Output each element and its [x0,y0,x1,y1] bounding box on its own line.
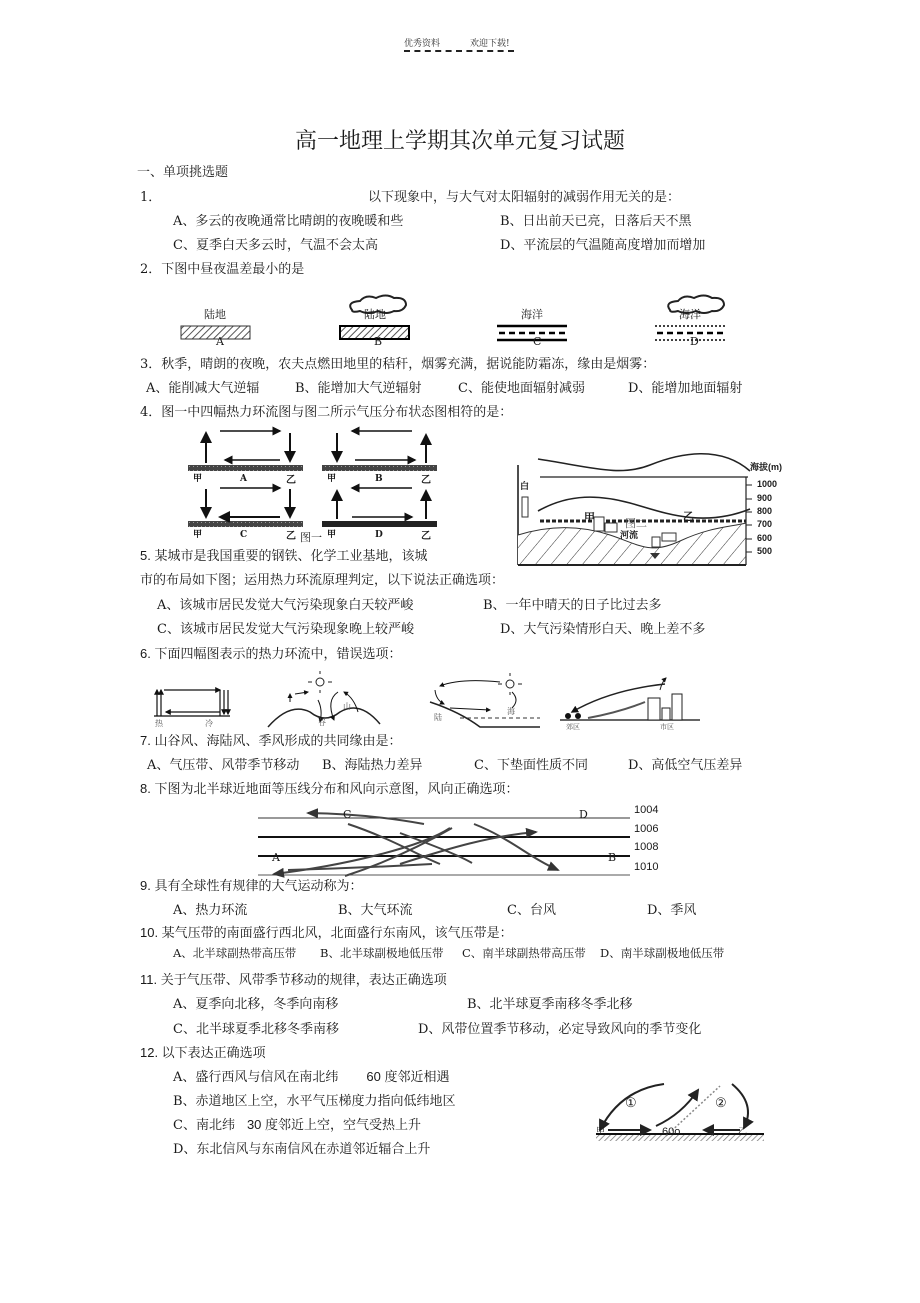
fig1-a-right: 乙 [286,475,296,486]
q8-isobar-1008: 1008 [634,841,659,853]
q2-panel-c-letter: C [533,335,542,348]
q12-option-d[interactable]: D、东北信风与东南信风在赤道邻近辐合上升 [173,1142,431,1157]
q2-panel-b-letter: B [374,335,383,348]
q8-isobar-1010: 1010 [634,861,659,873]
fig2-axis-title: 海拔(m) [750,462,782,472]
fig2-caption: 图二 [625,517,647,530]
header-right: 欢迎下载! [470,39,510,49]
fig2-right-label: 乙 [683,510,694,523]
sun-icon [308,671,332,693]
q6-fig2-label-mountain: 山 [343,702,351,711]
q2-panel-a-letter: A [216,335,224,348]
q6-fig4-label-suburb: 郊区 [566,723,580,731]
q12-option-b[interactable]: B、赤道地区上空，水平气压梯度力指向低纬地区 [173,1094,456,1109]
q4-figure2 [510,445,780,565]
q9-option-a[interactable]: A、热力环流 [173,903,248,918]
section-heading: 一、单项挑选题 [137,165,229,180]
q8-point-b: B [608,851,617,864]
q10-stem: 10. 某气压带的南面盛行西北风，北面盛行东南风，该气压带是： [140,925,513,940]
header-divider [404,50,514,52]
header-left: 优秀资料 [404,39,441,49]
fig1-a-letter: A [240,474,247,484]
q6-fig4-label-city: 市区 [660,723,674,731]
fig1-caption: 图一 [300,531,322,544]
fig1-c-letter: C [240,530,248,540]
q12-option-a-text2: 60 度邻近相遇 [366,1069,450,1084]
q2-figure [0,290,920,360]
q7-option-a[interactable]: A、气压带、风带季节移动 [147,758,300,773]
q8-isobar-1004: 1004 [634,804,659,816]
q11-option-a[interactable]: A、夏季向北移，冬季向南移 [173,997,339,1012]
q12-option-c-text: C、南北纬 [173,1118,235,1133]
q8-point-d: D [579,808,588,821]
fig1-d-right: 乙 [421,531,431,542]
q12-fig-circle-1: ① [625,1096,637,1111]
q2-stem: 2．下图中昼夜温差最小的是 [140,262,305,277]
q1-number: 1． [140,190,162,205]
q12-option-a-text: A、盛行西风与信风在南北纬 [173,1070,339,1085]
fig1-c-right: 乙 [286,531,296,542]
q2-panel-b-label: 陆地 [364,308,386,321]
q6-fig1-label-hot: 热 [155,719,163,728]
fig1-b-right: 乙 [421,475,431,486]
fig1-c-left: 甲 [193,530,203,540]
fig2-tick-800: 800 [757,506,773,516]
fig2-tick-900: 900 [757,493,773,503]
q5-option-c[interactable]: C、该城市居民发觉大气污染现象晚上较严峻 [157,622,414,637]
q4-stem: 4．图一中四幅热力环流图与图二所示气压分布状态图相符的是： [140,405,513,420]
q12-option-c-text2: 30 度邻近上空，空气受热上升 [246,1117,422,1132]
q6-stem: 6. 下面四幅图表示的热力环流中，错误选项： [140,646,402,661]
q1-option-b[interactable]: B、日出前天已亮，日落后天不黑 [500,214,692,229]
fig2-edge-label: 白 [520,482,530,492]
q11-stem: 11. 关于气压带、风带季节移动的规律，表达正确选项 [140,972,447,987]
q8-point-c: C [343,808,352,821]
q2-panel-a-label: 陆地 [204,308,226,321]
q11-option-c[interactable]: C、北半球夏季北移冬季南移 [173,1022,339,1037]
q5-option-b[interactable]: B、一年中晴天的日子比过去多 [483,598,662,613]
q7-option-d[interactable]: D、高低空气压差异 [628,758,743,773]
q9-stem: 9. 具有全球性有规律的大气运动称为： [140,878,363,893]
q5-option-d[interactable]: D、大气污染情形白天、晚上差不多 [500,622,706,637]
q5-option-a[interactable]: A、该城市居民发觉大气污染现象白天较严峻 [157,598,414,613]
q1-option-c[interactable]: C、夏季白天多云时，气温不会太高 [173,238,378,253]
q12-fig-left-label: 甲 [596,1127,606,1137]
sun-icon [498,673,522,695]
q12-fig-lat-label: 60o [662,1126,681,1138]
fig1-a-left: 甲 [193,474,203,484]
q12-fig-circle-2: ② [715,1096,727,1111]
q2-panel-c-label: 海洋 [521,308,543,321]
q3-option-a[interactable]: A、能削减大气逆辐 [146,381,260,396]
q3-option-d[interactable]: D、能增加地面辐射 [628,381,743,396]
q8-isobar-1006: 1006 [634,823,659,835]
q12-figure [590,1070,770,1150]
q12-option-a[interactable] [173,1066,449,1085]
q10-option-d[interactable]: D、南半球副极地低压带 [600,946,725,960]
q7-option-b[interactable]: B、海陆热力差异 [322,758,423,773]
q8-isobar-figure [250,808,650,878]
q9-option-b[interactable]: B、大气环流 [338,903,413,918]
q4-figure1 [180,425,460,545]
q7-option-c[interactable]: C、下垫面性质不同 [474,758,588,773]
q2-panel-d-letter: D [690,335,699,348]
q12-stem: 12. 以下表达正确选项 [140,1045,266,1060]
q7-stem: 7. 山谷风、海陆风、季风形成的共同缘由是： [140,733,402,748]
fig1-b-left: 甲 [327,474,337,484]
q5-stem-line1: 5. 某城市是我国重要的钢铁、化学工业基地，该城 [140,548,428,563]
q10-option-a[interactable]: A、北半球副热带高压带 [173,946,297,960]
fig1-d-letter: D [375,530,383,540]
q2-panel-d-label: 海洋 [679,308,701,321]
fig2-tick-1000: 1000 [757,479,778,489]
q3-stem: 3．秋季，晴朗的夜晚，农夫点燃田地里的秸秆，烟雾充满，据说能防霜冻，缘由是烟雾： [140,357,656,372]
q12-option-c[interactable] [173,1114,421,1133]
q3-option-b[interactable]: B、能增加大气逆辐射 [295,381,422,396]
fig2-tick-700: 700 [757,519,773,529]
q9-option-c[interactable]: C、台风 [507,903,556,918]
q6-figures [140,672,700,732]
fig1-b-letter: B [375,474,383,484]
q6-fig2-label-valley: 谷 [318,718,326,727]
q12-fig-right-label: 乙 [738,1127,748,1137]
q1-option-a[interactable]: A、多云的夜晚通常比晴朗的夜晚暖和些 [173,214,404,229]
q6-fig3-label-land: 陆 [434,713,442,722]
q5-stem-line2: 市的布局如下图；运用热力环流原理判定，以下说法正确选项： [140,573,505,588]
q1-stem: 以下现象中，与大气对太阳辐射的减弱作用无关的是： [368,190,681,205]
fig1-d-left: 甲 [327,530,337,540]
q11-option-b[interactable]: B、北半球夏季南移冬季北移 [467,997,633,1012]
q8-point-a: A [272,851,280,864]
q10-option-b[interactable]: B、北半球副极地低压带 [320,946,444,960]
q6-fig3-label-sea: 海 [507,707,515,716]
q6-fig1-label-cold: 冷 [205,719,213,728]
q9-option-d[interactable]: D、季风 [647,903,697,918]
q10-option-c[interactable]: C、南半球副热带高压带 [462,946,586,960]
q11-option-d[interactable]: D、风带位置季节移动，必定导致风向的季节变化 [418,1022,702,1037]
fig2-tick-500: 500 [757,546,773,556]
fig2-river-label: 河流 [620,531,639,541]
q1-option-d[interactable]: D、平流层的气温随高度增加而增加 [500,238,706,253]
fig2-tick-600: 600 [757,533,773,543]
q8-stem: 8. 下图为北半球近地面等压线分布和风向示意图，风向正确选项： [140,781,519,796]
fig2-left-label: 甲 [584,511,595,524]
page-title: 高一地理上学期其次单元复习试题 [294,129,625,154]
q3-option-c[interactable]: C、能使地面辐射减弱 [458,381,585,396]
